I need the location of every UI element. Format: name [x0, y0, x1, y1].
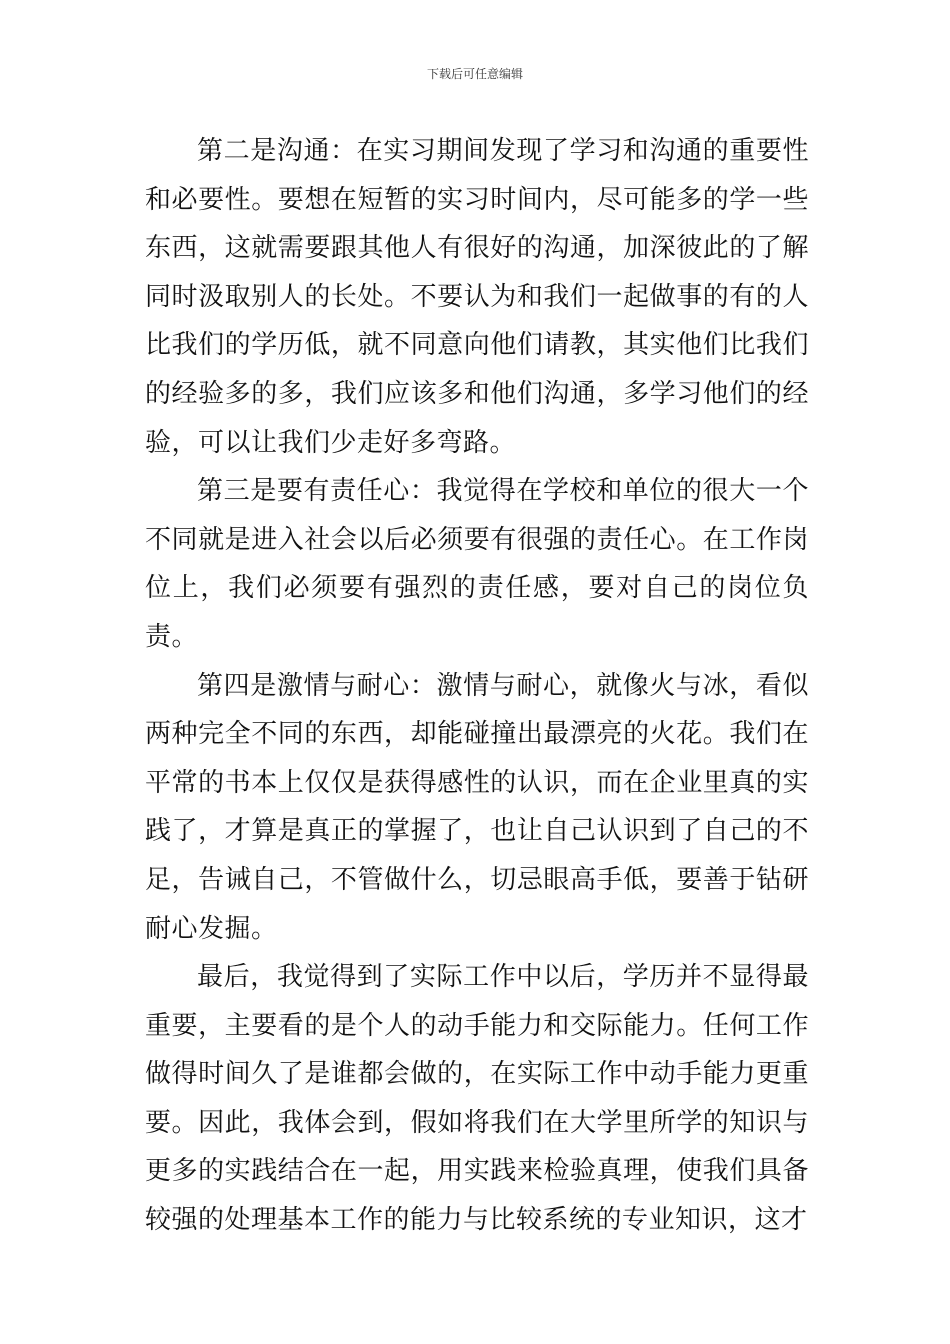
document-body — [145, 127, 809, 1245]
paragraph-responsibility: 第三是要有责任心：我觉得在学校和单位的很大一个不同就是进入社会以后必须要有很强的责任心。在工作岗位上，我们必须要有强烈的责任感，要对自己的岗位负责。 — [145, 476, 809, 652]
paragraph-passion-patience: 第四是激情与耐心：激情与耐心，就像火与冰，看似两种完全不同的东西，却能碰撞出最漂亮的火花。我们在平常的书本上仅仅是获得感性的认识，而在企业里真的实践了，才算是真正的掌握了，也让自己认识到了自己的不足，告诫自己，不管做什么，切忌眼高手低，要善于钻研耐心发掘。 — [145, 670, 809, 944]
page-header: 下载后可任意编辑 — [426, 67, 523, 81]
paragraph-communication: 第二是沟通：在实习期间发现了学习和沟通的重要性和必要性。要想在短暂的实习时间内，尽可能多的学一些东西，这就需要跟其他人有很好的沟通，加深彼此的了解同时汲取别人的长处。不要认为和我们一起做事的有的人比我们的学历低，就不同意向他们请教，其实他们比我们的经验多的多，我们应该多和他们沟通，多学习他们的经验，可以让我们少走好多弯路。 — [145, 136, 809, 458]
paragraph-conclusion: 最后，我觉得到了实际工作中以后，学历并不显得最重要，主要看的是个人的动手能力和交际能力。任何工作做得时间久了是谁都会做的，在实际工作中动手能力更重要。因此，我体会到，假如将我们在大学里所学的知识与更多的实践结合在一起，用实践来检验真理，使我们具备较强的处理基本工作的能力与比较系统的专业知识，这才 — [145, 962, 809, 1236]
